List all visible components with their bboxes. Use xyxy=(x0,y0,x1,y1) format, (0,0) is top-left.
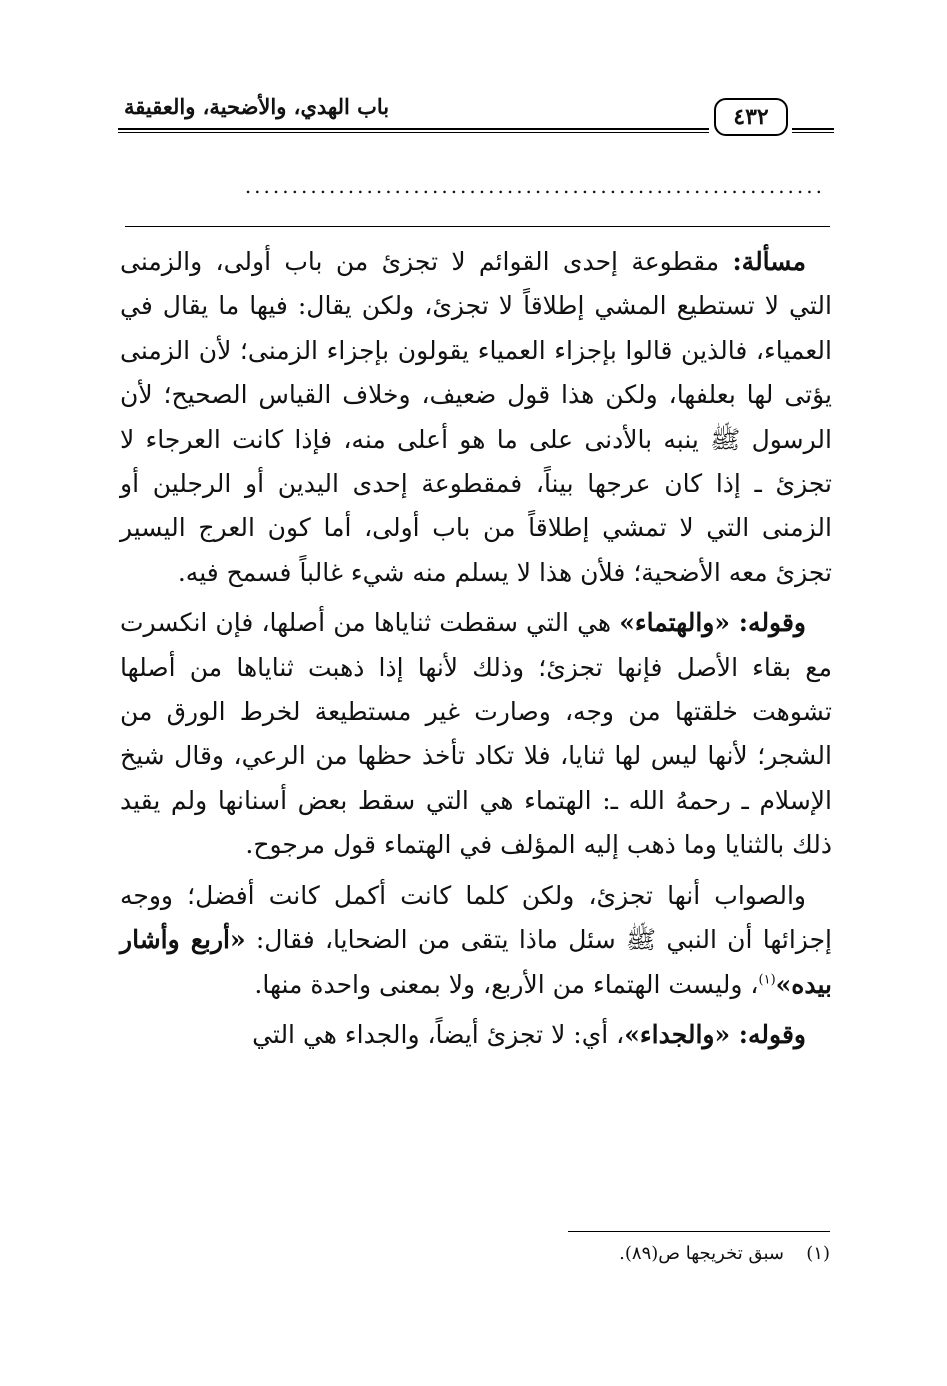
dotted-separator: .............................................................. xyxy=(244,174,825,196)
paragraph-2 xyxy=(120,601,832,867)
paragraph-3-quote: «أربع وأشار بيده» xyxy=(120,925,832,999)
paragraph-3-text-b: ، وليست الهتماء من الأربع، ولا بمعنى واحدة منها. xyxy=(254,969,759,999)
content-top-rule xyxy=(125,226,830,227)
footnote-rule xyxy=(568,1231,830,1232)
paragraph-2-text: هي التي سقطت ثناياها من أصلها، فإن انكسرت مع بقاء الأصل فإنها تجزئ؛ وذلك لأنها إذا ذهبت ثناياها من أصلها تشوهت خلقتها من وجه، وصارت غير مستطيعة لخرط الورق من الشجر؛ لأنها ليس لها ثنايا، فلا تكاد تأخذ حظها من الرعي، وقال شيخ الإسلام ـ رحمهُ الله ـ: الهتماء هي التي سقط بعض أسنانها ولم يقيد ذلك بالثنايا وما ذهب إليه المؤلف في الهتماء قول مرجوح. xyxy=(120,608,832,860)
footnote-text: سبق تخريجها ص(٨٩). xyxy=(619,1243,784,1264)
footnote-number: (١) xyxy=(806,1243,830,1264)
footnote-reference[interactable]: (١) xyxy=(758,972,776,988)
paragraph-3-text-a: والصواب أنها تجزئ، ولكن كلما كانت أكمل كانت أفضل؛ ووجه إجزائها أن النبي ﷺ سئل ماذا يتقى من الضحايا، فقال: xyxy=(120,880,832,955)
footnote-1 xyxy=(300,1241,830,1267)
paragraph-4-lead: وقوله: «والجداء» xyxy=(624,1019,806,1049)
page-number: ٤٣٢ xyxy=(714,98,788,136)
body-text xyxy=(120,240,832,1063)
paragraph-3 xyxy=(120,874,832,1007)
paragraph-1-lead: مسألة: xyxy=(732,247,806,276)
running-header xyxy=(118,92,834,142)
paragraph-4-text: ، أي: لا تجزئ أيضاً، والجداء هي التي xyxy=(252,1019,625,1049)
header-rule xyxy=(118,128,709,133)
chapter-title: باب الهدي، والأضحية، والعقيقة xyxy=(118,94,389,119)
paragraph-1-text: مقطوعة إحدى القوائم لا تجزئ من باب أولى، والزمنى التي لا تستطيع المشي إطلاقاً لا تجزئ، ولكن يقال: فيها ما يقال في العمياء، فالذين قالوا بإجزاء العمياء يقولون بإجزاء الزمنى؛ لأن الزمنى يؤتى لها بعلفها، ولكن هذا قول ضعيف، وخلاف القياس الصحيح؛ لأن الرسول ﷺ ينبه بالأدنى على ما هو أعلى منه، فإذا كانت العرجاء لا تجزئ ـ إذا كان عرجها بيناً، فمقطوعة إحدى اليدين أو الرجلين أو الزمنى التي لا تمشي إطلاقاً من باب أولى، أما كون العرج اليسير تجزئ معه الأضحية؛ فلأن هذا لا يسلم منه شيء غالباً فسمح فيه. xyxy=(120,247,832,587)
paragraph-1 xyxy=(120,240,832,595)
paragraph-2-lead: وقوله: «والهتماء» xyxy=(619,608,806,638)
paragraph-4 xyxy=(120,1013,832,1057)
header-rule-short xyxy=(792,128,834,133)
